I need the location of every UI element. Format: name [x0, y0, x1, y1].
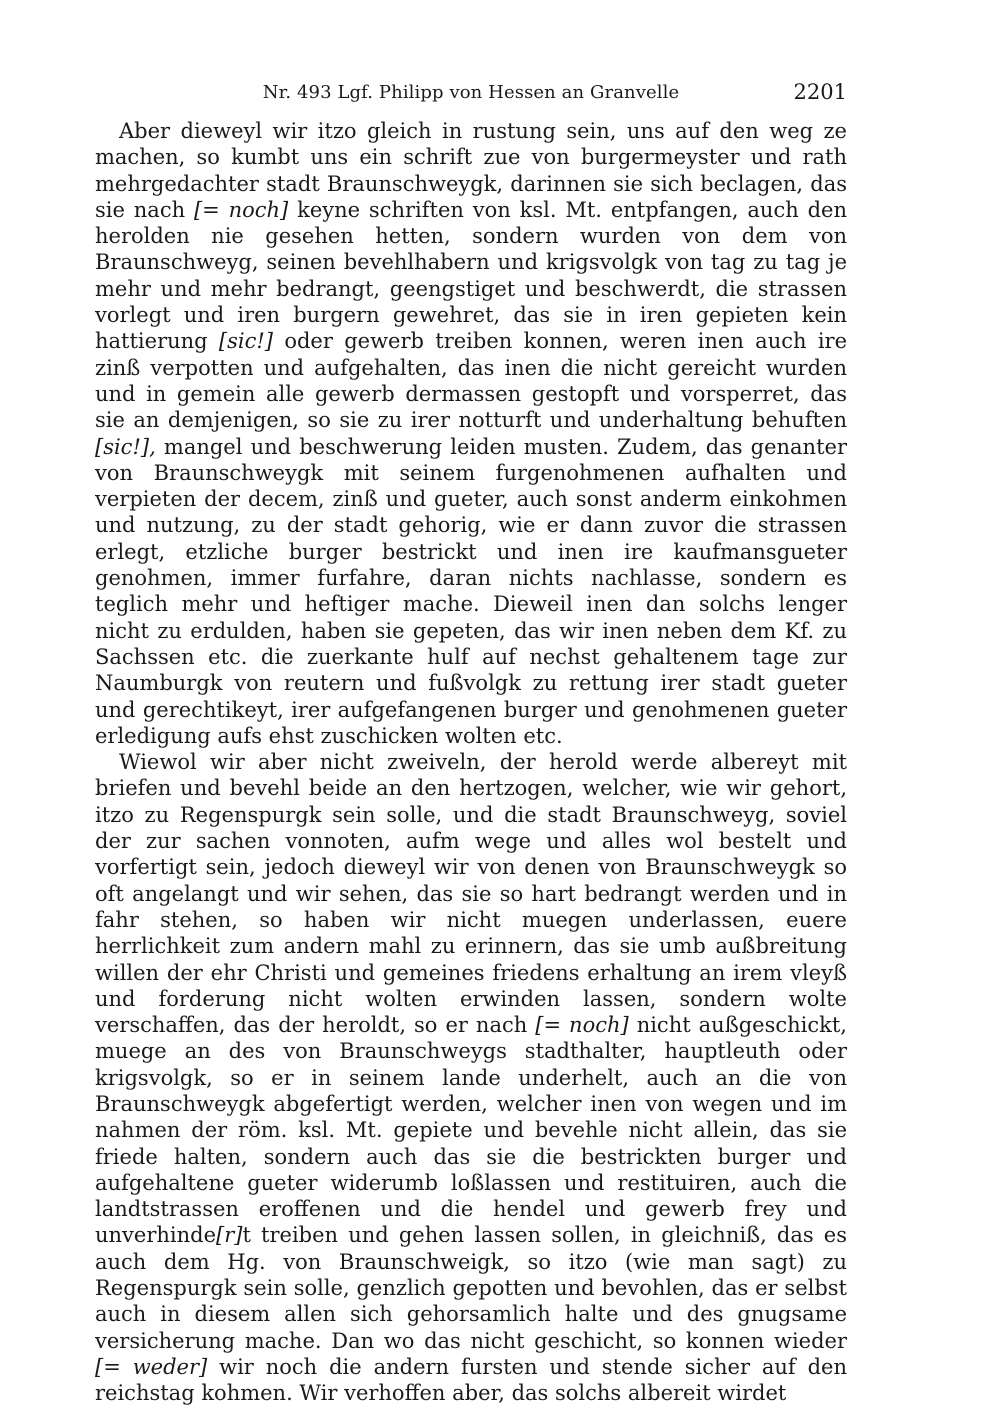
- running-head: Nr. 493 Lgf. Philipp von Hessen an Granvelle: [262, 82, 680, 103]
- text-run: t treiben und gehen lassen sollen, in gleichniß, das es auch dem Hg. von Braunschweigk, so itzo (wie man sagt) zu Regenspurgk sein solle, genzlich gepotten und bevohlen, das er selbst auch in diesem allen sich gehorsamlich halte und des gnugsame versicherung mache. Dan wo das nicht geschicht, so konnen wieder: [95, 1223, 847, 1353]
- editorial-note: [= weder]: [95, 1354, 208, 1379]
- page-number: 2201: [793, 80, 847, 104]
- body-text: [95, 118, 847, 1407]
- text-run: mangel und beschwerung leiden musten. Zudem, das genanter von Braunschweygk mit seinem furgenohmenen aufhalten und verpieten der decem, zinß und gueter, auch sonst anderm einkohmen und nutzung, zu der stadt gehorig, wie er dann zuvor die strassen erlegt, etzliche burger bestrickt und inen ire kaufmansgueter genohmen, immer furfahre, daran nichts nachlasse, sondern es teglich mehr und heftiger mache. Dieweil inen dan solchs lenger nicht zu erdulden, haben sie gepeten, das wir inen neben dem Kf. zu Sachssen etc. die zuerkante hulf auf nechst gehaltenem tage zur Naumburgk von reutern und fußvolgk zu rettung irer stadt gueter und gerechtikeyt, irer aufgefangenen burger und genohmenen gueter erledigung aufs ehst zuschicken wolten etc.: [95, 434, 847, 748]
- text-run: wir noch die andern fursten und stende sicher auf den reichstag kohmen. Wir verhoffen aber, das solchs albereit wirdet: [95, 1354, 848, 1406]
- text-run: Aber dieweyl wir itzo gleich in rustung sein, uns auf den weg ze machen, so kumbt uns ein schrift zue von burgermeyster und rath mehrgedachter stadt Braunschweygk, darinnen sie sich beclagen, das sie nach: [95, 119, 847, 222]
- text-run: oder gewerb treiben konnen, weren inen auch ire zinß verpotten und aufgehalten, das inen die nicht gereicht wurden und in gemein alle gewerb dermassen gestopft und vorsperret, das sie an demjenigen, so sie zu irer notturft und underhaltung behuften: [95, 329, 848, 433]
- editorial-note: [sic!],: [95, 434, 156, 459]
- paragraph-1: [95, 118, 847, 749]
- text-run: nicht außgeschickt, muege an des von Braunschweygs stadthalter, hauptleuth oder krigsvolgk, so er in seinem lande underhelt, auch an die von Braunschweygk abgefertigt werden, welcher inen von wegen und im nahmen der röm. ksl. Mt. gepiete und bevehle nicht allein, das sie friede halten, sondern auch das sie die bestrickten burger und aufgehaltene gueter widerumb loßlassen und restituiren, auch die landtstrassen eroffenen und die hendel und gewerb frey und unverhinde: [95, 1013, 847, 1248]
- paragraph-2: [95, 749, 847, 1406]
- editorial-note: [sic!]: [218, 329, 274, 354]
- page-header: [95, 80, 847, 108]
- text-run: Wiewol wir aber nicht zweiveln, der herold werde albereyt mit briefen und bevehl beide an den hertzogen, welcher, wie wir gehort, itzo zu Regenspurgk sein solle, und die stadt Braunschweyg, soviel der zur sachen vonnoten, aufm wege und alles wol bestelt und vorfertigt sein, jedoch dieweyl wir von denen von Braunschweygk so oft angelangt und wir sehen, das sie so hart bedrangt werden und in fahr stehen, so haben wir nicht muegen underlassen, euere herrlichkeit zum andern mahl zu erinnern, das sie umb außbreitung willen der ehr Christi und gemeines friedens erhaltung an irem vleyß und forderung nicht wolten erwinden lassen, sondern wolte verschaffen, das der heroldt, so er nach: [95, 750, 847, 1038]
- text-run: keyne schriften von ksl. Mt. entpfangen, auch den herolden nie gesehen hetten, sondern wurden von dem von Braunschweyg, seinen bevehlhabern und krigsvolgk von tag zu tag je mehr und mehr bedrangt, geengstiget und beschwerdt, die strassen vorlegt und iren burgern gewehret, das sie in iren gepieten kein hattierung: [95, 197, 847, 354]
- editorial-note: [r]: [216, 1223, 243, 1248]
- editorial-note: [= noch]: [193, 197, 289, 222]
- editorial-note: [= noch]: [535, 1013, 629, 1038]
